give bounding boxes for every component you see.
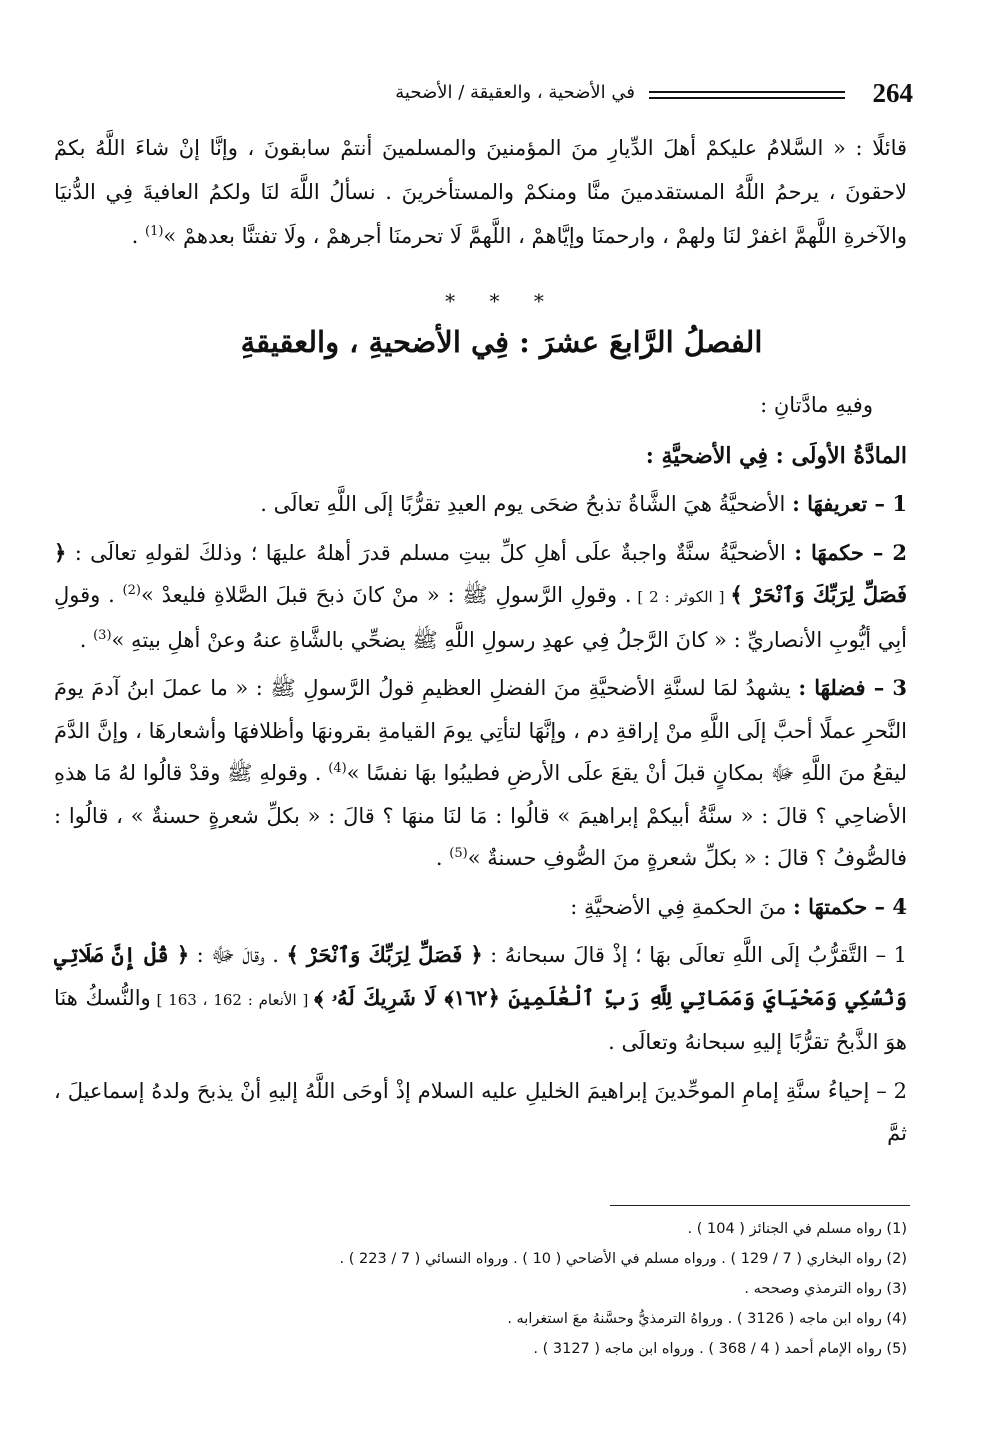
item-ruling-text-c: . وقولِ أبِي أيُّوبِ الأنصاريِّ : « كانَ الرَّجلُ فِي عهدِ رسولِ اللَّهِ ﷺ يضحِّي بالشَّاةِ عنهُ وعنْ أهلِ بيتهِ » xyxy=(54,583,907,652)
section-title: المادَّةُ الأولَى : فِي الأضحيَّةِ : xyxy=(645,442,907,469)
chapter-body xyxy=(54,384,907,1155)
item-wisdom-text: منَ الحكمةِ فِي الأضحيَّةِ : xyxy=(570,894,794,919)
running-title: في الأضحية ، والعقيقة / الأضحية xyxy=(395,82,635,103)
footnote-5: (5) رواه الإمام أحمد ( 4 / 368 ) . ورواه ابن ماجه ( 3127 ) . xyxy=(533,1341,907,1357)
opening-paragraph xyxy=(54,126,907,258)
item-definition-label: 1 – تعريفهَا : xyxy=(792,491,907,516)
item-ruling-text-b: . وقولِ الرَّسولِ ﷺ : « منْ كانَ ذبحَ قبلَ الصَّلاةِ فليعدْ » xyxy=(140,583,632,607)
running-header xyxy=(58,78,913,112)
chapter-intro: وفيهِ مادَّتانِ : xyxy=(760,393,873,417)
footnote-ref-2: (2) xyxy=(122,583,141,598)
quran-verse-kawthar-repeat: ﴿ فَصَلِّ لِرَبِّكَ وَٱنْحَرْ ﴾ xyxy=(286,942,483,967)
wisdom-point-1 xyxy=(54,934,907,1064)
item-wisdom xyxy=(54,886,907,929)
opening-text: قائلًا : « السَّلامُ عليكمْ أهلَ الدِّيارِ منَ المؤمنينَ والمسلمينَ أنتمْ سابقونَ ، وإنَّا إنْ شاءَ اللَّهُ بكمْ لاحقونَ ، يرحمُ اللَّهُ المستقدمينَ منَّا ومنكمْ والمستأخرينَ . نسألُ اللَّهَ لنَا ولكمُ العافيةَ فِي الدُّنيَا والآخرةِ اللَّهمَّ اغفرْ لنَا ولهمْ ، وارحمنَا وإيَّاهمْ ، اللَّهمَّ لَا تحرمنَا أجرهمْ ، ولَا تفتنَّا بعدهمْ » xyxy=(54,136,907,248)
footnote-ref-3: (3) xyxy=(93,627,112,643)
item-virtue-label: 3 – فضلهَا : xyxy=(798,675,907,700)
item-virtue xyxy=(54,667,907,880)
verse-citation-kawthar: [ الكوثر : 2 ] xyxy=(631,588,731,606)
chapter-title: الفصلُ الرَّابعَ عشرَ : فِي الأضحيةِ ، والعقيقةِ xyxy=(240,325,763,359)
footnote-3: (3) رواه الترمذي وصححه . xyxy=(744,1281,907,1297)
page-number: 264 xyxy=(872,78,913,108)
verse-citation-anam: [ الأنعام : 162 ، 163 ] xyxy=(150,990,315,1009)
footnote-4: (4) رواه ابن ماجه ( 3126 ) . ورواهُ الترمذيُّ وحسَّنهُ معَ استغرابه . xyxy=(507,1311,907,1327)
section-separator-stars: * * * xyxy=(445,289,558,313)
footnote-2: (2) رواه البخاري ( 7 / 129 ) . ورواه مسلم في الأضاحي ( 10 ) . ورواه النسائي ( 7 / 223 ) . xyxy=(339,1251,907,1267)
item-virtue-text-a: يشهدُ لمَا لسنَّةِ الأضحيَّةِ منَ الفضلِ العظيمِ قولُ الرَّسولِ ﷺ : « ما عملَ ابنُ آدمَ يومَ النَّحرِ عملًا أحبَّ إلَى اللَّهِ منْ إراقةِ دم ، وإنَّهَا لتأتِي يومَ القيامةِ بقرونهَا وأظلافهَا وأشعارهَا ، وإنَّ الدَّمَ ليقعُ منَ اللَّهِ ﷻ بمكانٍ قبلَ أنْ يقعَ علَى الأرضِ فطيبُوا بهَا نفسًا » xyxy=(54,676,907,785)
item-virtue-text-c: . xyxy=(435,846,450,870)
quran-verse-kawthar: ﴿ فَصَلِّ لِرَبِّكَ وَٱنْحَرْ ﴾ xyxy=(54,539,908,607)
item-ruling xyxy=(54,532,907,662)
wisdom-1-text-b: . وقالَ ﷻ : xyxy=(189,943,287,967)
item-virtue-text-b: . وقولهِ ﷺ وقدْ قالُوا لهُ مَا هذهِ الأضاحِي ؟ قالَ : « سنَّةُ أبيكمْ إبراهيمَ » قالُوا : مَا لنَا منهَا ؟ قالَ : « بكلِّ شعرةٍ حسنةٌ » ، قالُوا : فالصُّوفُ ؟ قالَ : « بكلِّ شعرةٍ منَ الصُّوفِ حسنةٌ » xyxy=(54,761,907,870)
opening-end: . xyxy=(131,224,145,248)
item-wisdom-label: 4 – حكمتهَا : xyxy=(793,893,907,919)
wisdom-1-text-a: 1 – التَّقرُّبُ إلَى اللَّهِ تعالَى بهَا ؛ إذْ قالَ سبحانهُ : xyxy=(482,943,907,967)
quran-verse-anam: ﴿ قُلْ إِنَّ صَلَاتِي وَنُسُكِي وَمَحْيَايَ وَمَمَاتِي لِلَّهِ رَبِّ ٱلْعَٰلَمِينَ ﴿١٦٢﴾ لَا شَرِيكَ لَهُۥ ﴾ xyxy=(54,942,907,1010)
item-definition xyxy=(54,483,907,526)
footnote-separator xyxy=(610,1205,910,1206)
header-double-rule xyxy=(649,91,845,99)
item-ruling-label: 2 – حكمهَا : xyxy=(794,539,907,565)
footnote-ref-5: (5) xyxy=(449,846,468,861)
footnote-1: (1) رواه مسلم في الجنائز ( 104 ) . xyxy=(687,1221,907,1237)
wisdom-point-2: 2 – إحياءُ سنَّةِ إمامِ الموحِّدينَ إبراهيمَ الخليلِ عليه السلام إذْ أوحَى اللَّهُ إليهِ أنْ يذبحَ ولدهُ إسماعيلَ ، ثمَّ xyxy=(54,1078,907,1145)
opening-paragraph-block xyxy=(54,126,907,258)
footnote-ref-4: (4) xyxy=(328,761,347,776)
footnote-ref-1: (1) xyxy=(144,224,164,239)
item-ruling-text-d: . xyxy=(79,627,94,652)
item-definition-text: الأضحيَّةُ هيَ الشَّاةُ تذبحُ ضحَى يوم العيدِ تقرُّبًا إلَى اللَّهِ تعالَى . xyxy=(260,492,793,516)
wisdom-1-text-c: والنُّسكُ هنَا هوَ الذَّبحُ تقرُّبًا إليهِ سبحانهُ وتعالَى . xyxy=(54,985,907,1054)
footnotes xyxy=(150,1214,907,1364)
item-ruling-text-a: الأضحيَّةُ سنَّةٌ واجبةٌ علَى أهلِ كلِّ بيتِ مسلم قدرَ أهلهُ عليهَا ؛ وذلكَ لقولهِ تعالَى : xyxy=(66,540,795,565)
